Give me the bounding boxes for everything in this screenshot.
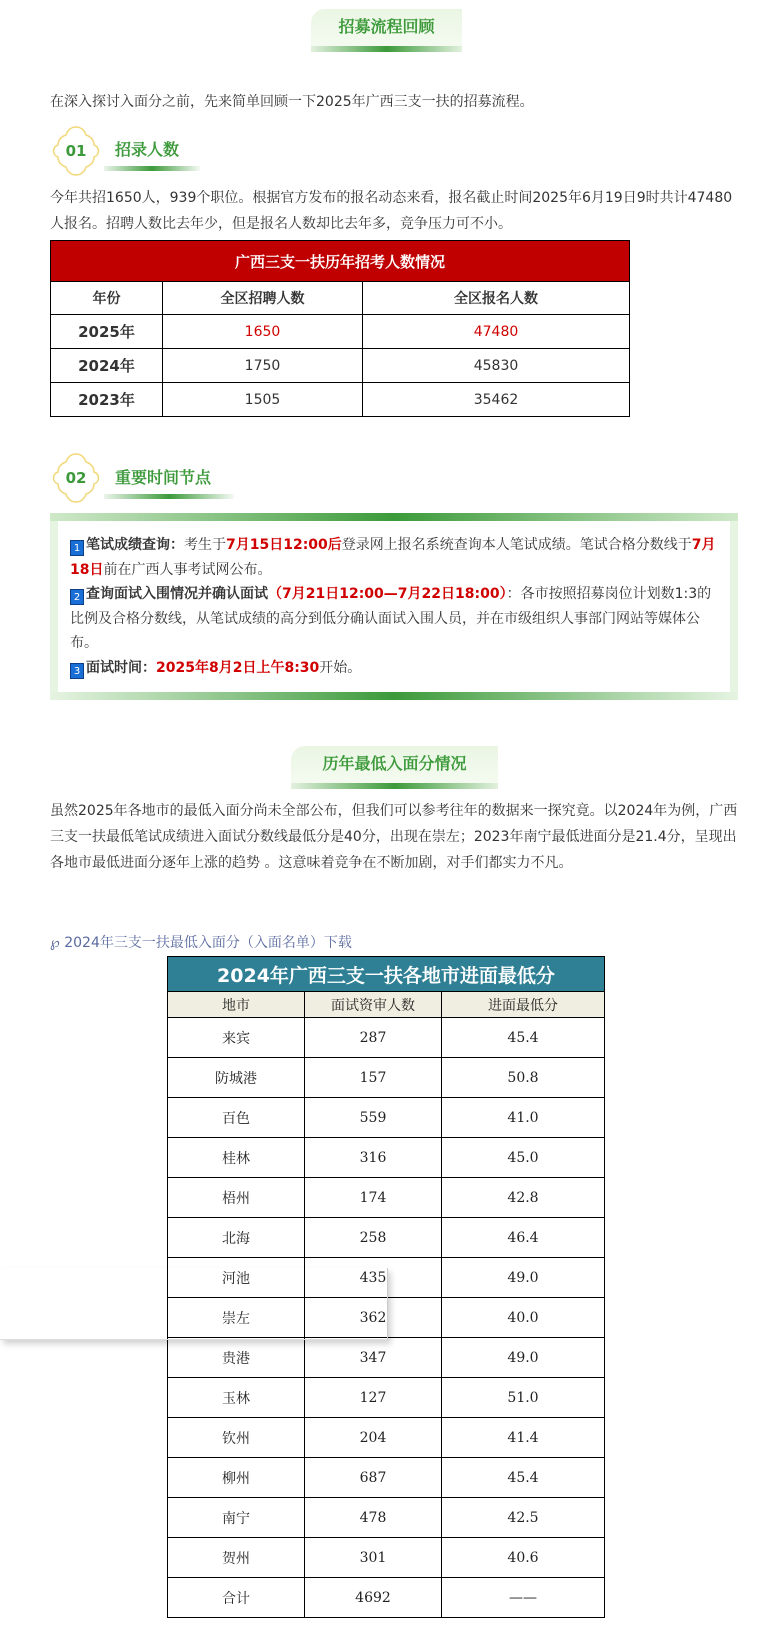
table-cell: 河池 xyxy=(168,1258,305,1298)
table-row xyxy=(168,1098,605,1138)
table-row xyxy=(168,1058,605,1098)
table-cell: 梧州 xyxy=(168,1178,305,1218)
table-cell: 46.4 xyxy=(442,1218,605,1258)
table-row xyxy=(168,1218,605,1258)
section-heading-text: 招募流程回顾 xyxy=(338,17,435,36)
table-cell: 49.0 xyxy=(442,1338,605,1378)
section-heading-min-scores xyxy=(291,746,498,789)
col-header: 全区报名人数 xyxy=(363,282,630,315)
table-cell: 42.5 xyxy=(442,1498,605,1538)
table-row xyxy=(168,1138,605,1178)
table-row: 2024年 1750 45830 xyxy=(51,349,630,383)
table-cell: 玉林 xyxy=(168,1378,305,1418)
table-cell: 45.4 xyxy=(442,1458,605,1498)
col-header: 年份 xyxy=(51,282,163,315)
timeline-box xyxy=(50,513,738,700)
table-cell: 柳州 xyxy=(168,1458,305,1498)
floating-panel-shadow xyxy=(0,1268,388,1340)
keycap-3-icon: 3 xyxy=(70,663,84,679)
table-cell: 316 xyxy=(305,1138,442,1178)
table-cell: 防城港 xyxy=(168,1058,305,1098)
table-cell: 41.0 xyxy=(442,1098,605,1138)
table-cell: 40.6 xyxy=(442,1538,605,1578)
table-cell: 贺州 xyxy=(168,1538,305,1578)
col-header: 面试资审人数 xyxy=(305,992,442,1018)
table-cell: 174 xyxy=(305,1178,442,1218)
table-cell: 258 xyxy=(305,1218,442,1258)
badge-number: 02 xyxy=(65,469,87,487)
part-title: 招录人数 xyxy=(115,140,180,159)
table-cell: 4692 xyxy=(305,1578,442,1618)
table-row xyxy=(168,1378,605,1418)
part1-text: 今年共招1650人，939个职位。根据官方发布的报名动态来看，报名截止时间2025年6月19日9时共计47480人报名。招聘人数比去年少，但是报名人数却比去年多，竞争压力可不小。 xyxy=(50,190,733,232)
table-cell: 301 xyxy=(305,1538,442,1578)
part-title: 重要时间节点 xyxy=(115,468,212,487)
table-cell: 42.8 xyxy=(442,1178,605,1218)
col-header: 进面最低分 xyxy=(442,992,605,1018)
table-cell: 478 xyxy=(305,1498,442,1538)
col-header: 全区招聘人数 xyxy=(163,282,363,315)
table-cell: 687 xyxy=(305,1458,442,1498)
table-row: 2023年 1505 35462 xyxy=(51,383,630,417)
table-row xyxy=(168,1498,605,1538)
table-title: 2024年广西三支一扶各地市进面最低分 xyxy=(168,957,605,992)
badge-number: 01 xyxy=(65,142,87,160)
table-cell: 204 xyxy=(305,1418,442,1458)
section-heading-recruitment-review xyxy=(311,9,462,52)
table-cell: 北海 xyxy=(168,1218,305,1258)
table-cell: 362 xyxy=(305,1298,442,1338)
table-cell: 贵港 xyxy=(168,1338,305,1378)
table-cell: 127 xyxy=(305,1378,442,1418)
keycap-2-icon: 2 xyxy=(70,589,84,605)
section-heading-text: 历年最低入面分情况 xyxy=(322,754,467,773)
table-cell: 40.0 xyxy=(442,1298,605,1338)
table-cell: 435 xyxy=(305,1258,442,1298)
table-cell: 347 xyxy=(305,1338,442,1378)
timeline-item: 3 面试时间：2025年8月2日上午8:30开始。 xyxy=(70,656,720,681)
keycap-1-icon: 1 xyxy=(70,540,84,556)
table-cell: 50.8 xyxy=(442,1058,605,1098)
table-cell: 钦州 xyxy=(168,1418,305,1458)
table-cell: 来宾 xyxy=(168,1018,305,1058)
recruitment-table xyxy=(50,240,630,417)
table-cell: 百色 xyxy=(168,1098,305,1138)
table-cell: 合计 xyxy=(168,1578,305,1618)
table-cell: 45.0 xyxy=(442,1138,605,1178)
table-row xyxy=(168,1578,605,1618)
paperclip-icon: ℘ xyxy=(50,935,60,951)
table-row xyxy=(168,1538,605,1578)
table-cell: 49.0 xyxy=(442,1258,605,1298)
table-cell: 157 xyxy=(305,1058,442,1098)
table-title: 广西三支一扶历年招考人数情况 xyxy=(51,241,630,282)
table-cell: 287 xyxy=(305,1018,442,1058)
flower-badge-icon xyxy=(50,125,102,177)
table-cell: 559 xyxy=(305,1098,442,1138)
min-score-text: 虽然2025年各地市的最低入面分尚未全部公布，但我们可以参考往年的数据来一探究竟。以2024年为例，广西三支一扶最低笔试成绩进入面试分数线最低分是40分，出现在崇左；2023年南宁最低进面分是21.4分，呈现出各地市最低进面分逐年上涨的趋势 。这意味着竞争在不断加剧，对手们都实力不凡。 xyxy=(50,803,738,871)
table-cell: 桂林 xyxy=(168,1138,305,1178)
table-cell: 南宁 xyxy=(168,1498,305,1538)
timeline-item: 2 查询面试入围情况并确认面试（7月21日12:00—7月22日18:00）：各市按照招募岗位计划数1:3的比例及合格分数线，从笔试成绩的高分到低分确认面试入围人员，并在市级组织人事部门网站等媒体公布。 xyxy=(70,586,712,651)
table-cell: 41.4 xyxy=(442,1418,605,1458)
table-row xyxy=(168,1458,605,1498)
table-cell: 崇左 xyxy=(168,1298,305,1338)
intro-text: 在深入探讨入面分之前，先来简单回顾一下2025年广西三支一扶的招募流程。 xyxy=(50,94,534,110)
table-cell: —— xyxy=(442,1578,605,1618)
timeline-item: 1 笔试成绩查询：考生于7月15日12:00后登录网上报名系统查询本人笔试成绩。笔试合格分数线于7月18日前在广西人事考试网公布。 xyxy=(70,537,716,578)
col-header: 地市 xyxy=(168,992,305,1018)
table-row: 2025年 1650 47480 xyxy=(51,315,630,349)
table-row xyxy=(168,1018,605,1058)
table-row xyxy=(168,1178,605,1218)
table-cell: 45.4 xyxy=(442,1018,605,1058)
table-row xyxy=(168,1418,605,1458)
table-row xyxy=(168,1338,605,1378)
table-cell: 51.0 xyxy=(442,1378,605,1418)
flower-badge-icon xyxy=(50,452,102,504)
download-link[interactable]: ℘ 2024年三支一扶最低入面分（入面名单）下载 xyxy=(50,935,352,951)
